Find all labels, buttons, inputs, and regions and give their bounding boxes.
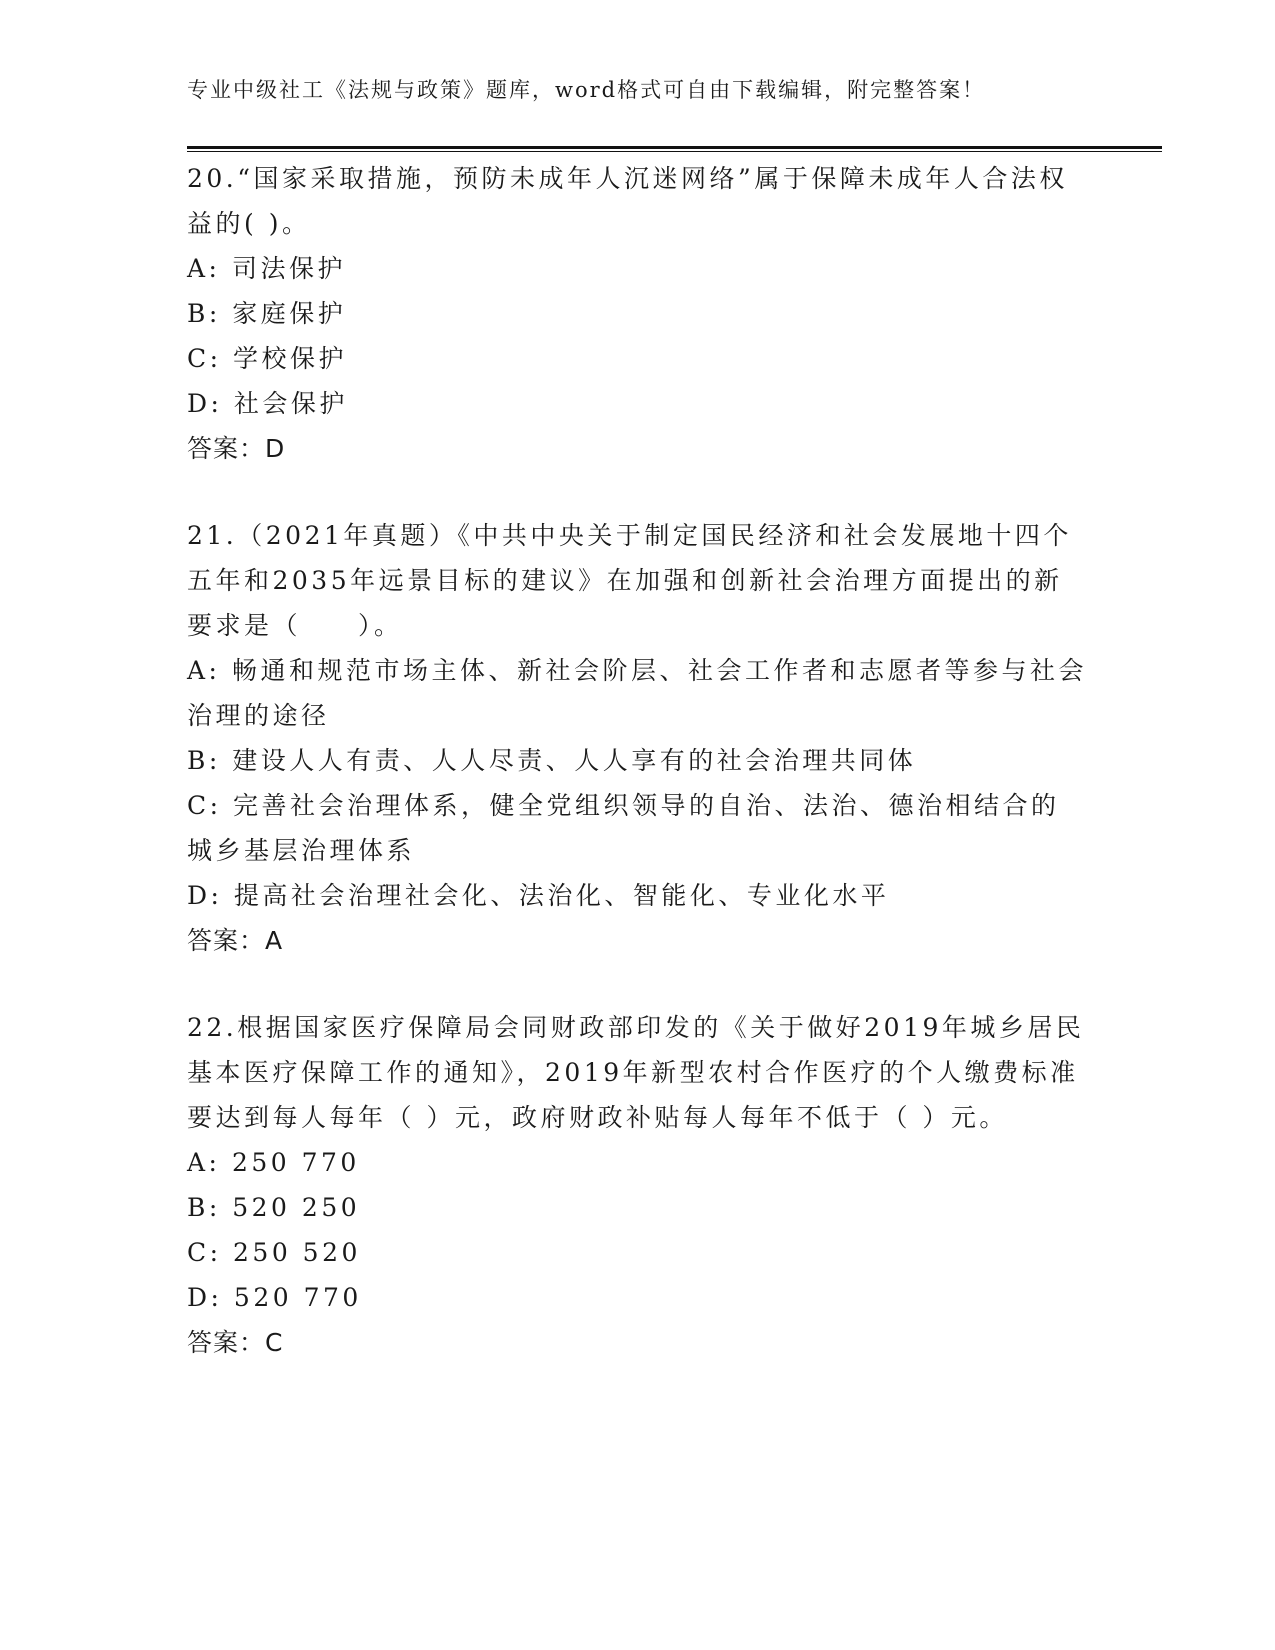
question-21 (187, 513, 1087, 963)
option-label: B: (187, 746, 221, 775)
option-label: A: (187, 254, 221, 283)
question-20 (187, 156, 1087, 471)
option-text: 建设人人有责、人人尽责、人人享有的社会治理共同体 (232, 746, 917, 775)
option-c (187, 1230, 1087, 1275)
answer-line: 答案：A (187, 926, 284, 955)
option-text: 520 250 (232, 1193, 361, 1222)
option-text: 520 770 (233, 1283, 362, 1312)
option-label: B: (187, 1193, 221, 1222)
option-text: 家庭保护 (232, 299, 347, 328)
page-header: 专业中级社工《法规与政策》题库，word格式可自由下载编辑，附完整答案！ (187, 78, 986, 102)
option-text: 学校保护 (233, 344, 348, 373)
option-label: C: (187, 1238, 222, 1267)
option-d (187, 381, 1087, 426)
question-stem: 21.（2021年真题）《中共中央关于制定国民经济和社会发展地十四个五年和2035年远景目标的建议》在加强和创新社会治理方面提出的新要求是（ ）。 (187, 521, 1072, 640)
option-a (187, 246, 1087, 291)
option-label: B: (187, 299, 221, 328)
header-divider (187, 146, 1162, 152)
option-label: D: (187, 389, 223, 418)
question-stem: 22.根据国家医疗保障局会同财政部印发的《关于做好2019年城乡居民基本医疗保障工作的通知》，2019年新型农村合作医疗的个人缴费标准要达到每人每年（ ）元，政府财政补贴每人每年不低于（ ）元。 (187, 1013, 1085, 1132)
question-list (187, 156, 1087, 1407)
option-b (187, 291, 1087, 336)
option-a (187, 648, 1087, 738)
option-label: A: (187, 656, 221, 685)
option-text: 畅通和规范市场主体、新社会阶层、社会工作者和志愿者等参与社会治理的途径 (187, 656, 1087, 730)
option-text: 250 770 (231, 1148, 360, 1177)
option-text: 250 520 (233, 1238, 361, 1267)
option-label: A: (187, 1148, 221, 1177)
option-d (187, 1275, 1087, 1320)
option-d (187, 873, 1087, 918)
option-text: 社会保护 (233, 389, 348, 418)
option-text: 完善社会治理体系，健全党组织领导的自治、法治、德治相结合的城乡基层治理体系 (187, 791, 1060, 865)
option-label: C: (187, 344, 222, 373)
option-c (187, 336, 1087, 381)
option-a (187, 1140, 1087, 1185)
option-label: D: (187, 1283, 223, 1312)
option-b (187, 1185, 1087, 1230)
question-stem: 20.“国家采取措施，预防未成年人沉迷网络”属于保障未成年人合法权益的( )。 (187, 164, 1068, 238)
option-text: 司法保护 (231, 254, 346, 283)
option-label: D: (187, 881, 223, 910)
option-b (187, 738, 1087, 783)
question-22 (187, 1005, 1087, 1365)
option-text: 提高社会治理社会化、法治化、智能化、专业化水平 (233, 881, 890, 910)
option-label: C: (187, 791, 222, 820)
answer-line: 答案：D (187, 434, 286, 463)
answer-line: 答案：C (187, 1328, 284, 1357)
option-c (187, 783, 1087, 873)
